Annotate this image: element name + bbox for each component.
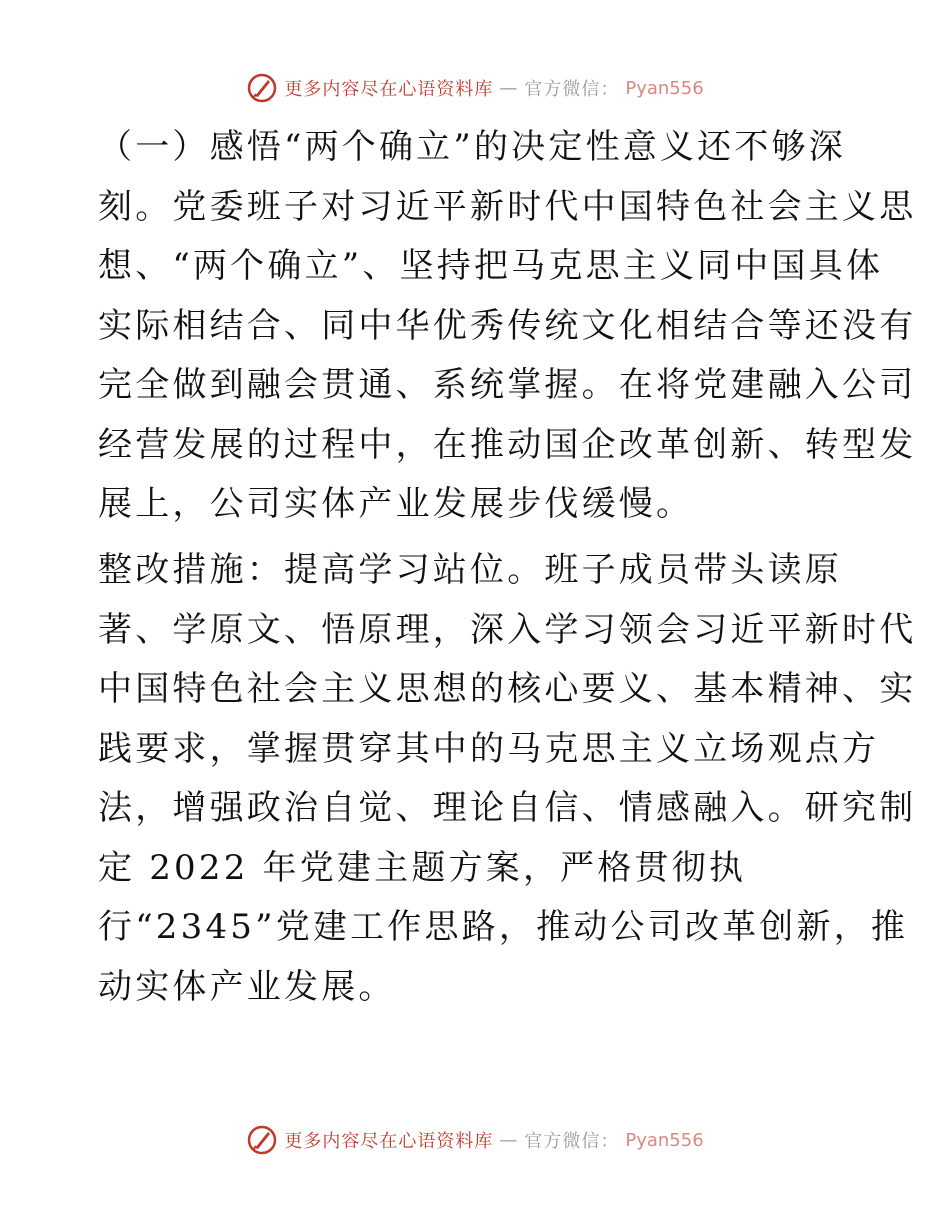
text-line: 想、“两个确立”、坚持把马克思主义同中国具体 — [98, 246, 884, 286]
text-line: 行“2345”党建工作思路，推动公司改革创新，推 — [98, 907, 909, 947]
footer-watermark — [0, 1124, 950, 1156]
watermark-label: 官方微信： — [524, 79, 620, 100]
text-line: 实际相结合、同中华优秀传统文化相结合等还没有 — [98, 305, 917, 346]
text-line: 经营发展的过程中，在推动国企改革创新、转型发 — [98, 424, 917, 465]
text-line: 展上，公司实体产业发展步伐缓慢。 — [98, 484, 694, 524]
text-line: 完全做到融会贯通、系统掌握。在将党建融入公司 — [98, 365, 917, 405]
text-line: 定 2022 年党建主题方案，严格贯彻执 — [98, 847, 747, 888]
header-watermark — [0, 72, 950, 104]
text-line: 中国特色社会主义思想的核心要义、基本精神、实 — [98, 669, 917, 709]
text-line: （一）感悟“两个确立”的决定性意义还不够深 — [98, 127, 846, 167]
watermark-wechat-id: Pyan556 — [625, 1129, 704, 1151]
watermark-site-text: 更多内容尽在心语资料库 — [284, 1131, 494, 1152]
red-feather-pen-icon — [246, 72, 278, 104]
watermark-site-text: 更多内容尽在心语资料库 — [284, 79, 494, 100]
text-line: 著、学原文、悟原理，深入学习领会习近平新时代 — [98, 609, 917, 650]
text-line: 整改措施：提高学习站位。班子成员带头读原 — [98, 550, 842, 590]
paragraph-measures — [98, 541, 917, 1017]
text-line: 践要求，掌握贯穿其中的马克思主义立场观点方 — [98, 728, 880, 769]
paragraph-problem — [98, 118, 917, 535]
watermark-dash: — — [499, 77, 519, 99]
watermark-dash: — — [499, 1129, 519, 1151]
text-line: 动实体产业发展。 — [98, 966, 396, 1007]
text-line: 法，增强政治自觉、理论自信、情感融入。研究制 — [98, 788, 917, 828]
watermark-label: 官方微信： — [524, 1131, 620, 1152]
red-feather-pen-icon — [246, 1124, 278, 1156]
text-line: 刻。党委班子对习近平新时代中国特色社会主义思 — [98, 186, 917, 227]
watermark-wechat-id: Pyan556 — [625, 77, 704, 99]
